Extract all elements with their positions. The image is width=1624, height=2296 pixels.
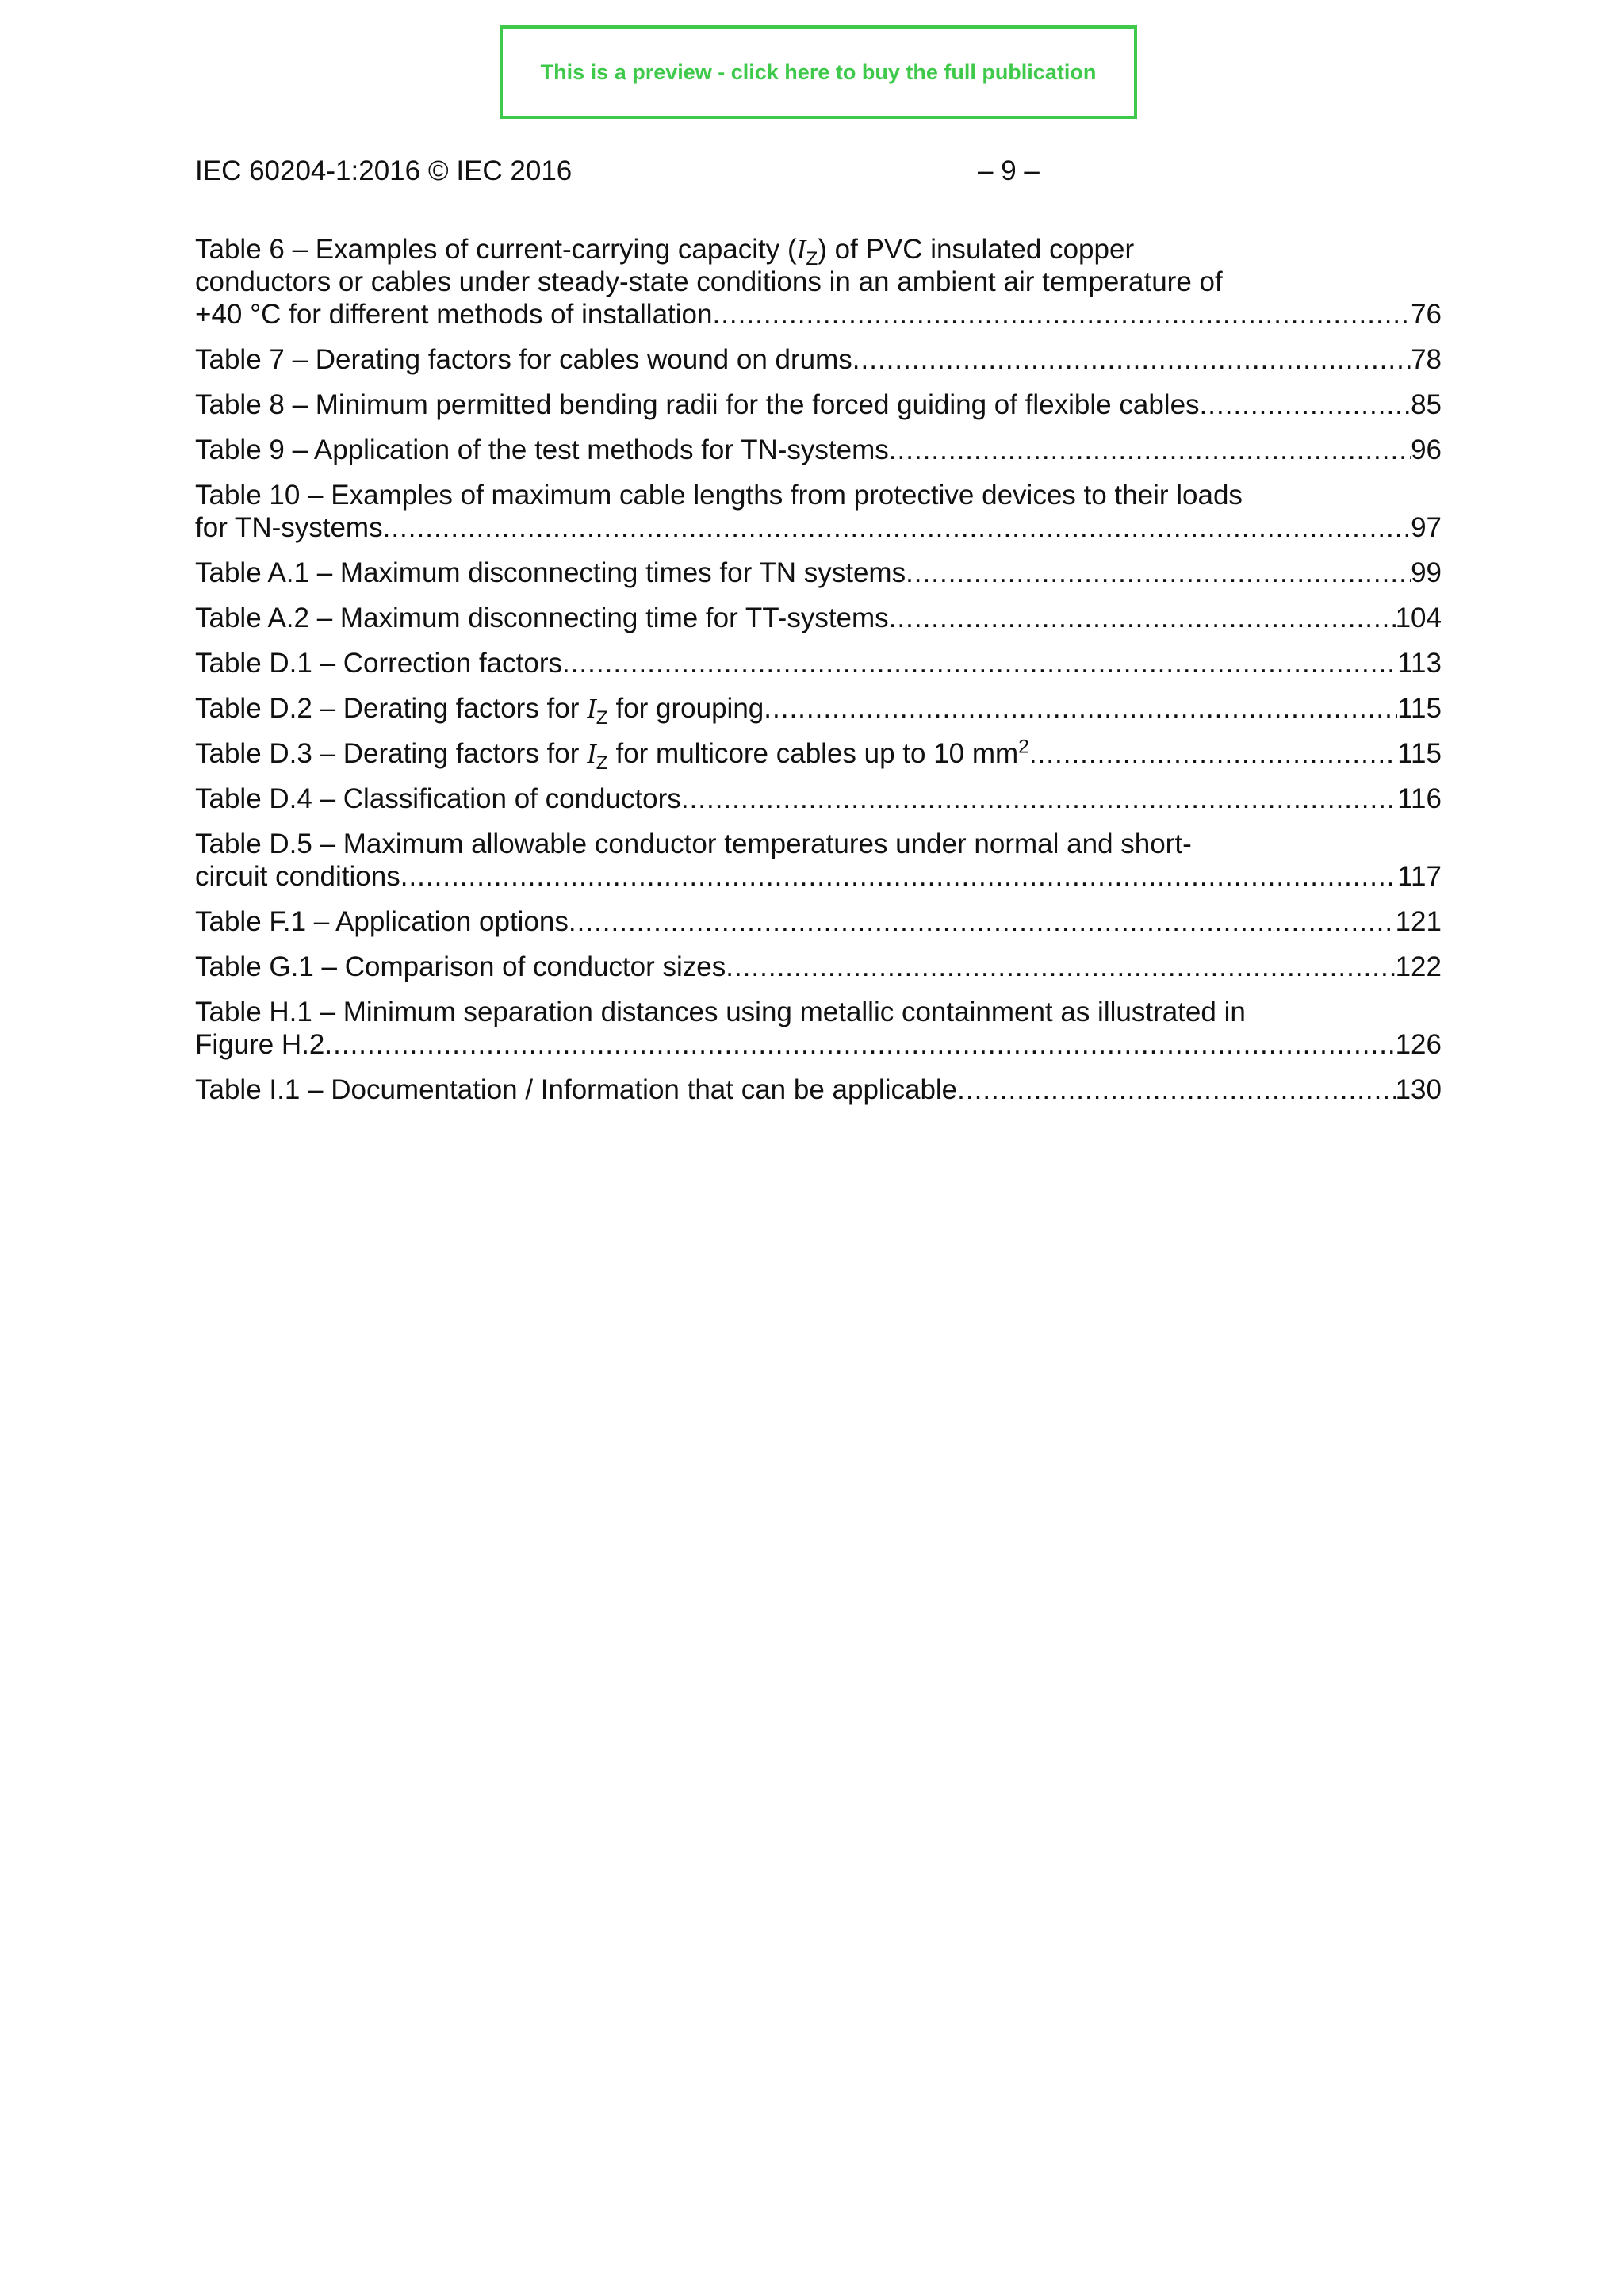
- dot-leader: [1029, 737, 1397, 770]
- toc-entry-table-6[interactable]: Table 6 – Examples of current-carrying capacity $(I_Z)$ of PVC insulated copper conductors or cables under steady-state conditions in an ambient air temperature of +40 °C for different methods of installation ..... 76: [195, 233, 1442, 331]
- buy-full-publication-link[interactable]: This is a preview - click here to buy the full publication: [500, 25, 1137, 119]
- toc-entry-table-d4[interactable]: Table D.4 – Classification of conductors ..... 116: [195, 783, 1442, 815]
- toc-page-number: 126: [1395, 1029, 1442, 1060]
- toc-entry-table-g1[interactable]: Table G.1 – Comparison of conductor sizes ..... 122: [195, 951, 1442, 983]
- toc-page-number: 121: [1395, 906, 1442, 937]
- dot-leader: [383, 511, 1411, 544]
- toc-entry-table-9[interactable]: Table 9 – Application of the test methods for TN-systems ..... 96: [195, 434, 1442, 466]
- running-header: [195, 155, 1440, 187]
- dot-leader: [852, 343, 1411, 376]
- dot-leader: [957, 1073, 1395, 1106]
- toc-entry-table-d1[interactable]: Table D.1 – Correction factors ..... 113: [195, 647, 1442, 679]
- toc-entry-table-d5[interactable]: Table D.5 – Maximum allowable conductor temperatures under normal and short- circuit conditions ..... 117: [195, 828, 1442, 893]
- dot-leader: [889, 602, 1396, 634]
- dot-leader: [569, 905, 1396, 938]
- toc-entry-table-8[interactable]: Table 8 – Minimum permitted bending radii for the forced guiding of flexible cables ..... 85: [195, 388, 1442, 421]
- dot-leader: [712, 298, 1411, 331]
- toc-page-number: 115: [1397, 693, 1442, 724]
- dot-leader: [889, 434, 1411, 466]
- dot-leader: [324, 1028, 1395, 1061]
- dot-leader: [681, 783, 1397, 815]
- toc-page-number: 115: [1397, 738, 1442, 769]
- toc-page-number: 104: [1395, 603, 1442, 633]
- toc-entry-table-a1[interactable]: Table A.1 – Maximum disconnecting times for TN systems ..... 99: [195, 557, 1442, 589]
- toc-entry-table-f1[interactable]: Table F.1 – Application options ..... 121: [195, 905, 1442, 938]
- page-number: – 9 –: [978, 155, 1040, 186]
- standard-reference: IEC 60204-1:2016 © IEC 2016: [195, 155, 573, 186]
- toc-page-number: 96: [1411, 434, 1442, 465]
- toc-page-number: 97: [1411, 512, 1442, 543]
- dot-leader: [764, 692, 1397, 725]
- toc-page-number: 116: [1397, 783, 1442, 814]
- dot-leader: [562, 647, 1397, 679]
- dot-leader: [906, 557, 1411, 589]
- dot-leader: [726, 951, 1395, 983]
- toc-page-number: 117: [1397, 861, 1442, 892]
- toc-entry-table-a2[interactable]: Table A.2 – Maximum disconnecting time for TT-systems ..... 104: [195, 602, 1442, 634]
- toc-entry-table-d3[interactable]: Table D.3 – Derating factors for $I_Z$ for multicore cables up to 10 $mm^2$ ..... 115: [195, 737, 1442, 770]
- toc-page-number: 113: [1397, 648, 1442, 679]
- toc-page-number: 76: [1411, 299, 1442, 330]
- toc-entry-table-h1[interactable]: Table H.1 – Minimum separation distances using metallic containment as illustrated in Figure H.2 ..... 126: [195, 996, 1442, 1061]
- toc-page-number: 99: [1411, 557, 1442, 588]
- list-of-tables: [195, 233, 1442, 1119]
- toc-page-number: 85: [1411, 389, 1442, 420]
- toc-entry-table-i1[interactable]: Table I.1 – Documentation / Information that can be applicable ..... 130: [195, 1073, 1442, 1106]
- toc-page-number: 78: [1411, 344, 1442, 375]
- toc-entry-table-10[interactable]: Table 10 – Examples of maximum cable lengths from protective devices to their loads for TN-systems ..... 97: [195, 479, 1442, 544]
- toc-page-number: 122: [1395, 951, 1442, 982]
- toc-entry-table-d2[interactable]: Table D.2 – Derating factors for $I_Z$ for grouping ..... 115: [195, 692, 1442, 725]
- dot-leader: [400, 860, 1397, 893]
- toc-entry-table-7[interactable]: Table 7 – Derating factors for cables wound on drums ..... 78: [195, 343, 1442, 376]
- dot-leader: [1200, 388, 1411, 421]
- toc-page-number: 130: [1395, 1074, 1442, 1105]
